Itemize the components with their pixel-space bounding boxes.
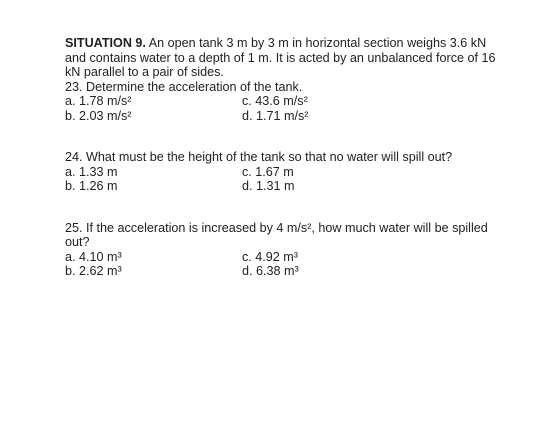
- question-25-choices: [65, 250, 505, 279]
- choice-23-d: d. 1.71 m/s²: [242, 108, 309, 123]
- problem-sheet: [65, 36, 505, 279]
- situation-block: [65, 36, 505, 80]
- choice-24-a: a. 1.33 m: [65, 164, 118, 179]
- choice-23-a: a. 1.78 m/s²: [65, 94, 132, 108]
- question-25-prompt: 25. If the acceleration is increased by 4 m/s², how much water will be spilled out?: [65, 220, 488, 249]
- choice-24-c: c. 1.67 m: [242, 164, 294, 179]
- choice-23-b: b. 2.03 m/s²: [65, 108, 132, 123]
- choice-25-a: a. 4.10 m³: [65, 249, 122, 264]
- choice-23-c: c. 43.6 m/s²: [242, 94, 308, 108]
- question-24: [65, 150, 505, 194]
- question-23-choices: [65, 94, 505, 123]
- situation-paragraph: [65, 36, 505, 80]
- choice-25-d: d. 6.38 m³: [242, 264, 299, 278]
- choice-24-d: d. 1.31 m: [242, 179, 295, 193]
- situation-label: SITUATION 9.: [65, 36, 146, 50]
- choice-25-b: b. 2.62 m³: [65, 264, 122, 278]
- question-24-prompt: 24. What must be the height of the tank so that no water will spill out?: [65, 150, 453, 164]
- question-24-choices: [65, 165, 505, 194]
- question-23-prompt: 23. Determine the acceleration of the tank.: [65, 79, 303, 94]
- question-25: [65, 221, 505, 279]
- choice-24-b: b. 1.26 m: [65, 179, 118, 193]
- situation-text: An open tank 3 m by 3 m in horizontal section weighs 3.6 kN and contains water to a depth of 1 m. It is acted by an unbalanced force of 16 kN parallel to a pair of sides.: [65, 36, 496, 79]
- question-23: [65, 80, 505, 124]
- choice-25-c: c. 4.92 m³: [242, 249, 298, 264]
